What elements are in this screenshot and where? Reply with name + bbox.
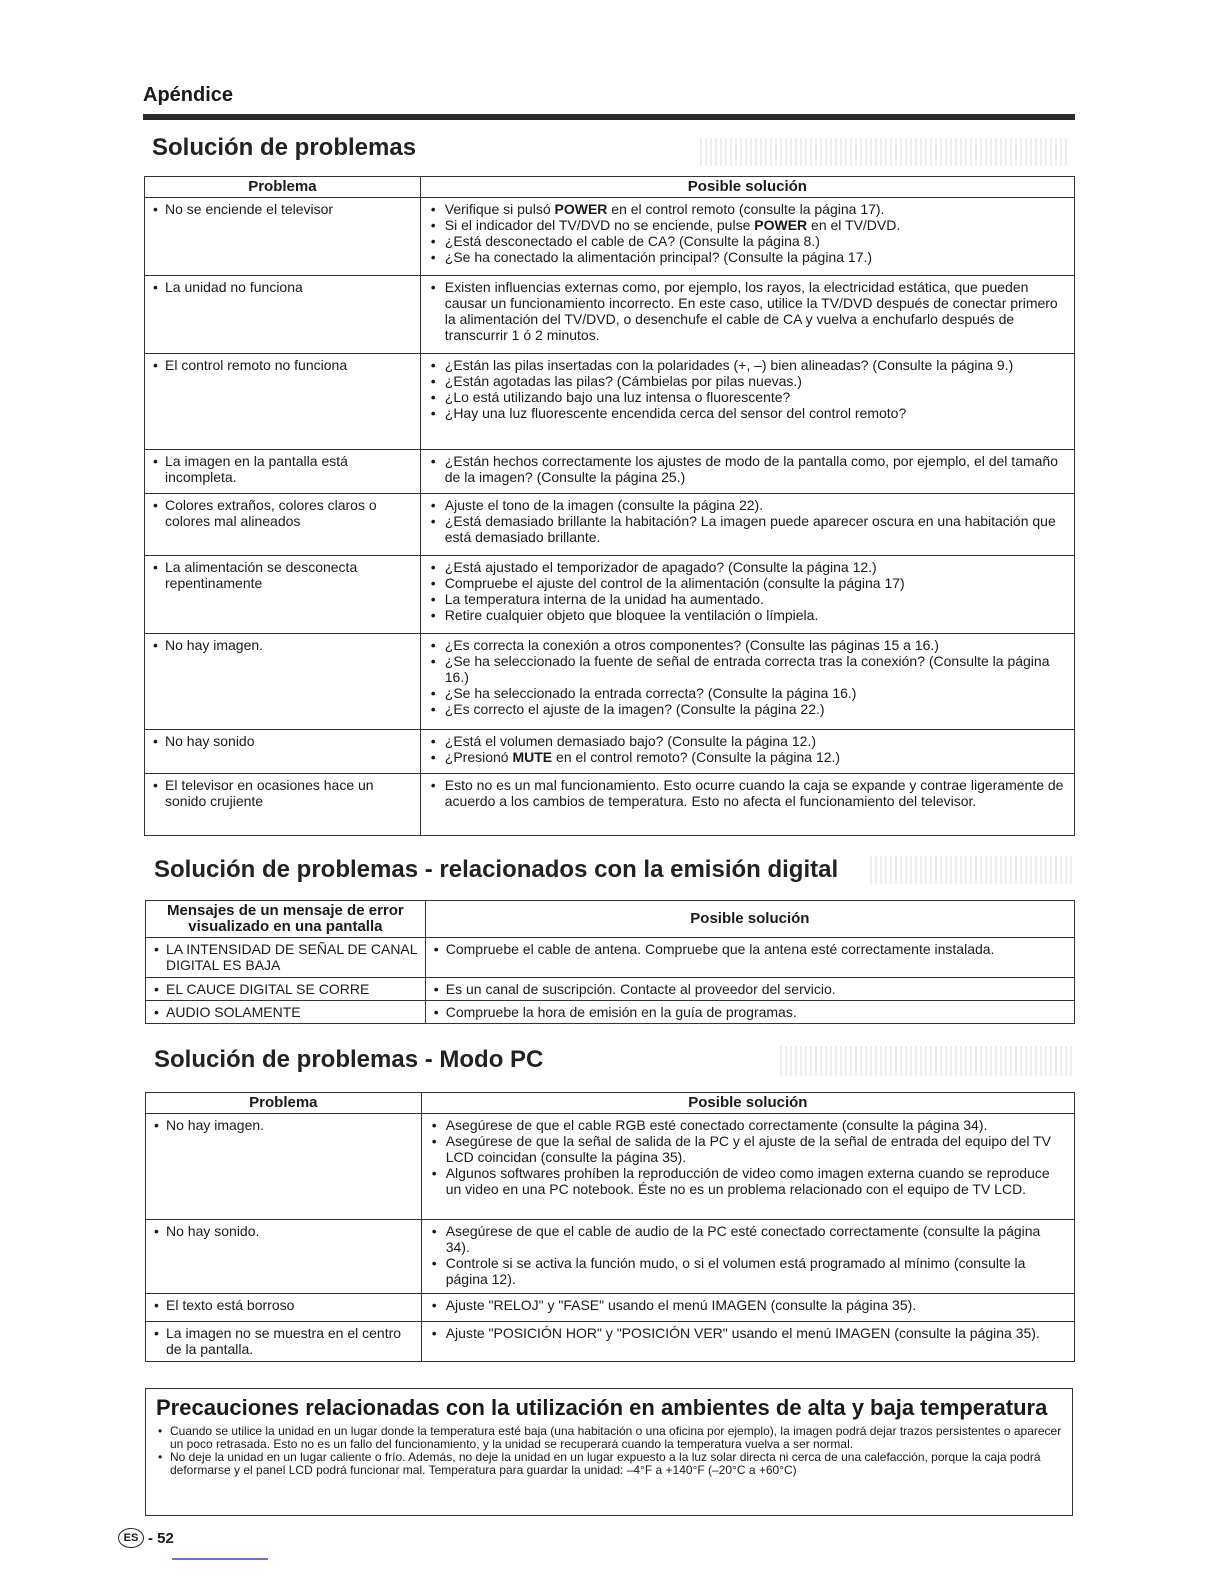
list-item [427,559,1068,575]
s2-problem-cell [146,1001,426,1024]
footer-line [172,1558,268,1560]
s3-table [145,1092,1075,1362]
bullet-icon: • [431,1133,437,1149]
bullet-icon: • [430,591,436,607]
s3-title: Solución de problemas - Modo PC [154,1046,544,1073]
list-item [428,1117,1068,1133]
s1-solution-cell [420,198,1074,276]
s1-solution-list [427,201,1068,265]
s1-title: Solución de problemas [152,134,417,161]
bullet-icon: • [430,249,436,265]
solution-text: Ajuste el tono de la imagen (consulte la página 22). [444,497,764,513]
solution-text: Asegúrese de que el cable RGB esté conectado correctamente (consulte la página 34). [445,1117,988,1133]
bullet-icon: • [153,201,158,217]
list-item [427,653,1068,685]
list-item [427,513,1068,545]
list-item [427,389,1068,405]
solution-text: ¿Están las pilas insertadas con la polaridades (+, –) bien alineadas? (Consulte la página 9.) [444,357,1014,373]
list-item [427,497,1068,513]
list-item [427,575,1068,591]
s1-table [144,176,1075,836]
bullet-icon: • [430,559,436,575]
s3-solution-cell [421,1294,1074,1322]
list-item [428,1255,1068,1287]
s1-problem-text: La alimentación se desconecta repentinamente [165,559,358,591]
s2-solution-cell [425,978,1074,1001]
solution-text: ¿Está demasiado brillante la habitación? La imagen puede aparecer oscura en una habitación que está demasiado brillante. [444,513,1056,545]
bullet-icon: • [154,1297,159,1313]
precaution-item: • Cuando se utilice la unidad en un lugar donde la temperatura esté baja (una habitación o una oficina por ejemplo), la imagen podrá dejar trazos persistentes o aparecer un poco retrasada. Esto no es un fallo del funcionamiento, y la unidad se recuperará cuando la temperatura vuelva a ser normal. [158,1424,1062,1451]
bullet-icon: • [431,1255,437,1271]
s1-solution-list [427,559,1068,623]
s1-problem-text: La imagen en la pantalla está incompleta. [165,453,348,485]
list-item [427,777,1068,809]
solution-text: ¿Se ha seleccionado la fuente de señal de entrada correcta tras la conexión? (Consulte la página 16.) [444,653,1050,685]
s1-solution-cell [420,354,1074,450]
solution-text: en el control remoto? (Consulte la página 12.) [552,749,841,765]
s1-solution-list [427,497,1068,545]
solution-text: en el control remoto (consulte la página 17). [607,201,885,217]
s1-problem-cell [145,198,421,276]
s2-problem-text: LA INTENSIDAD DE SEÑAL DE CANAL DIGITAL ES BAJA [166,941,418,973]
bullet-icon: • [430,233,436,249]
solution-text: Compruebe el ajuste del control de la alimentación (consulte la página 17) [444,575,905,591]
bullet-icon: • [430,777,436,793]
s1-problem-text: La unidad no funciona [165,279,303,295]
s1-solution-list [427,637,1068,717]
bullet-icon: • [430,685,436,701]
bullet-icon: • [430,405,436,421]
s2-title: Solución de problemas - relacionados con la emisión digital [154,856,839,883]
solution-text: ¿Es correcta la conexión a otros componentes? (Consulte las páginas 15 a 16.) [444,637,939,653]
s1-table-body [145,198,1075,836]
bullet-icon: • [153,497,158,513]
bullet-icon: • [433,981,439,997]
s1-solution-cell [420,450,1074,494]
s3-problem-cell [146,1220,422,1294]
bullet-icon: • [431,1223,437,1239]
s3-problem-text: No hay imagen. [166,1117,265,1133]
list-item [427,749,1068,765]
bullet-icon: • [430,497,436,513]
bullet-icon: • [154,1223,159,1239]
bullet-icon: • [430,357,436,373]
s3-solution-list [428,1117,1068,1197]
language-badge: ES [118,1528,144,1548]
s2-table [145,900,1075,1024]
table-row [146,1001,1075,1024]
list-item [428,1297,1068,1313]
bullet-icon: • [153,279,158,295]
bullet-icon: • [431,1297,437,1313]
page-number: - 52 [148,1529,174,1547]
solution-text: ¿Está el volumen demasiado bajo? (Consulte la página 12.) [444,733,816,749]
s1-problem-cell [145,556,421,634]
solution-text: Retire cualquier objeto que bloquee la ventilación o límpiela. [444,607,819,623]
solution-text: Verifique si pulsó [444,201,555,217]
bullet-icon: • [153,637,158,653]
bullet-icon: • [430,513,436,529]
keyword-text: POWER [554,201,608,217]
table-row [145,450,1075,494]
table-row [145,276,1075,354]
solution-text: ¿Se ha conectado la alimentación principal? (Consulte la página 17.) [444,249,873,265]
list-item [427,373,1068,389]
bullet-icon: • [154,1117,159,1133]
s2-col-problem [146,901,426,938]
table-row [145,198,1075,276]
s2-col-problem-line1: Mensajes de un mensaje de error [166,902,404,919]
s1-solution-list [427,733,1068,765]
s1-problem-text: No se enciende el televisor [165,201,334,217]
s1-problem-text: No hay imagen. [165,637,264,653]
s2-solution-cell [425,1001,1074,1024]
solution-text: Controle si se activa la función mudo, o si el volumen está programado al mínimo (consulte la página 12). [445,1255,1026,1287]
table-row [145,774,1075,836]
solution-text: Existen influencias externas como, por ejemplo, los rayos, la electricidad estática, que pueden causar un funcionamiento incorrecto. En este caso, utilice la TV/DVD después de conectar primero la alimentación del TV/DVD, o desenchufe el cable de CA y vuelva a enchufarlo después de transcurrir 1 ó 2 minutos. [444,279,1058,343]
bullet-icon: • [430,217,436,233]
table-row [145,354,1075,450]
bullet-icon: • [430,607,436,623]
bullet-icon: • [158,1450,163,1464]
bullet-icon: • [430,373,436,389]
s3-problem-text: No hay sonido. [166,1223,260,1239]
bullet-icon: • [153,733,158,749]
bullet-icon: • [430,637,436,653]
s1-solution-cell [420,494,1074,556]
solution-text: ¿Están hechos correctamente los ajustes de modo de la pantalla como, por ejemplo, el del tamaño de la imagen? (Consulte la página 25.) [444,453,1058,485]
solution-text: ¿Lo está utilizando bajo una luz intensa o fluorescente? [444,389,791,405]
s1-col-solution: Posible solución [420,177,1074,198]
list-item [428,1223,1068,1255]
bullet-icon: • [154,1004,159,1020]
s3-table-body [146,1114,1075,1362]
s1-problem-cell [145,354,421,450]
bullet-icon: • [430,701,436,717]
list-item [428,1133,1068,1165]
s3-solution-list [428,1223,1068,1287]
solution-text: en el TV/DVD. [807,217,901,233]
list-item [427,201,1068,217]
bullet-icon: • [431,1165,437,1181]
s1-problem-cell [145,494,421,556]
scan-noise [700,138,1070,166]
solution-text: Ajuste "RELOJ" y "FASE" usando el menú IMAGEN (consulte la página 35). [445,1297,917,1313]
s3-col-problem: Problema [146,1093,422,1114]
solution-text: ¿Presionó [444,749,513,765]
s2-problem-cell [146,938,426,978]
list-item [427,233,1068,249]
precaution-item: • No deje la unidad en un lugar caliente o frío. Además, no deje la unidad en un lugar expuesto a la luz solar directa ni cerca de una calefacción, porque la caja podrá deformarse y el panel LCD podrá funcionar mal. Temperatura para guardar la unidad: –4°F a +140°F (–20°C a +60°C) [158,1450,1041,1477]
table-row [146,1114,1075,1220]
s2-problem-text: AUDIO SOLAMENTE [166,1004,301,1020]
scan-noise [870,856,1075,884]
table-row [146,1322,1075,1362]
bullet-icon: • [431,1117,437,1133]
s3-problem-text: La imagen no se muestra en el centro de la pantalla. [166,1325,402,1357]
list-item [427,701,1068,717]
solution-text: ¿Es correcto el ajuste de la imagen? (Consulte la página 22.) [444,701,825,717]
s3-problem-cell [146,1294,422,1322]
bullet-icon: • [158,1424,163,1438]
s1-solution-list [427,357,1068,421]
table-row [146,938,1075,978]
solution-text: Asegúrese de que la señal de salida de la PC y el ajuste de la señal de entrada del equipo del TV LCD coincidan (consulte la página 35). [445,1133,1051,1165]
keyword-text: POWER [754,217,808,233]
solution-text: Esto no es un mal funcionamiento. Esto ocurre cuando la caja se expande y contrae ligeramente de acuerdo a los cambios de temperatura. Esto no afecta el funcionamiento del televisor. [444,777,1064,809]
bullet-icon: • [430,279,436,295]
s1-solution-list [427,279,1068,343]
bullet-icon: • [430,733,436,749]
table-row [145,730,1075,774]
solution-text: Ajuste "POSICIÓN HOR" y "POSICIÓN VER" usando el menú IMAGEN (consulte la página 35). [445,1325,1040,1341]
table-row [146,1220,1075,1294]
solution-text: ¿Se ha seleccionado la entrada correcta? (Consulte la página 16.) [444,685,857,701]
table-row [146,1294,1075,1322]
list-item [427,453,1068,485]
bullet-icon: • [153,357,158,373]
list-item [427,217,1068,233]
solution-text: Si el indicador del TV/DVD no se enciende, pulse [444,217,755,233]
solution-text: La temperatura interna de la unidad ha aumentado. [444,591,764,607]
precautions-title: Precauciones relacionadas con la utilización en ambientes de alta y baja temperatura [156,1395,1048,1420]
s2-problem-cell [146,978,426,1001]
s1-problem-text: No hay sonido [165,733,255,749]
bullet-icon: • [430,749,436,765]
s2-problem-text: EL CAUCE DIGITAL SE CORRE [166,981,370,997]
bullet-icon: • [431,1325,437,1341]
s1-problem-text: Colores extraños, colores claros o colores mal alineados [165,497,377,529]
s3-problem-text: El texto está borroso [166,1297,295,1313]
s3-solution-cell [421,1220,1074,1294]
list-item [427,357,1068,373]
section-label: Apéndice [143,84,234,106]
scan-noise [780,1046,1075,1076]
s1-solution-cell [420,276,1074,354]
s1-solution-cell [420,634,1074,730]
table-row [145,634,1075,730]
page-footer [118,1528,174,1548]
table-row [146,978,1075,1001]
list-item [427,637,1068,653]
s1-solution-cell [420,730,1074,774]
bullet-icon: • [430,201,436,217]
s1-problem-text: El control remoto no funciona [165,357,348,373]
s2-solution-text: Compruebe el cable de antena. Compruebe que la antena esté correctamente instalada. [445,941,995,957]
list-item [427,733,1068,749]
table-row [145,494,1075,556]
s1-problem-cell [145,730,421,774]
s3-problem-cell [146,1322,422,1362]
list-item [428,1165,1068,1197]
s2-solution-text: Compruebe la hora de emisión en la guía de programas. [445,1004,797,1020]
keyword-text: MUTE [512,749,553,765]
solution-text: ¿Está ajustado el temporizador de apagado? (Consulte la página 12.) [444,559,877,575]
s2-table-body [146,938,1075,1024]
s2-solution-text: Es un canal de suscripción. Contacte al proveedor del servicio. [445,981,836,997]
s1-problem-cell [145,276,421,354]
s1-col-problem: Problema [145,177,421,198]
s3-solution-cell [421,1114,1074,1220]
s1-solution-list [427,453,1068,485]
s2-col-solution: Posible solución [425,901,1074,938]
list-item [427,405,1068,421]
bullet-icon: • [433,1004,439,1020]
bullet-icon: • [433,941,439,957]
header-rule [143,114,1075,120]
s1-solution-list [427,777,1068,809]
s3-solution-list [428,1325,1068,1341]
bullet-icon: • [154,941,159,957]
solution-text: ¿Hay una luz fluorescente encendida cerca del sensor del control remoto? [444,405,907,421]
s1-problem-cell [145,634,421,730]
solution-text: Asegúrese de que el cable de audio de la PC esté conectado correctamente (consulte la página 34). [445,1223,1041,1255]
bullet-icon: • [430,453,436,469]
bullet-icon: • [153,559,158,575]
list-item [427,607,1068,623]
solution-text: Algunos softwares prohíben la reproducción de video como imagen externa cuando se reproduce un video en una PC notebook. Éste no es un problema relacionado con el equipo de TV LCD. [445,1165,1050,1197]
s3-solution-cell [421,1322,1074,1362]
s3-problem-cell [146,1114,422,1220]
bullet-icon: • [153,453,158,469]
s1-problem-cell [145,774,421,836]
solution-text: ¿Está desconectado el cable de CA? (Consulte la página 8.) [444,233,820,249]
list-item [427,685,1068,701]
bullet-icon: • [430,653,436,669]
s1-solution-cell [420,774,1074,836]
bullet-icon: • [430,389,436,405]
s3-solution-list [428,1297,1068,1313]
s2-solution-cell [425,938,1074,978]
bullet-icon: • [153,777,158,793]
list-item [427,249,1068,265]
precautions-box [145,1388,1073,1516]
s1-problem-cell [145,450,421,494]
bullet-icon: • [154,981,159,997]
bullet-icon: • [430,575,436,591]
table-row [145,556,1075,634]
bullet-icon: • [154,1325,159,1341]
s1-solution-cell [420,556,1074,634]
solution-text: ¿Están agotadas las pilas? (Cámbielas por pilas nuevas.) [444,373,802,389]
list-item [427,591,1068,607]
s2-col-problem-line2: visualizado en una pantalla [188,918,383,935]
list-item [427,279,1068,343]
s1-problem-text: El televisor en ocasiones hace un sonido crujiente [165,777,374,809]
list-item [428,1325,1068,1341]
s3-col-solution: Posible solución [421,1093,1074,1114]
